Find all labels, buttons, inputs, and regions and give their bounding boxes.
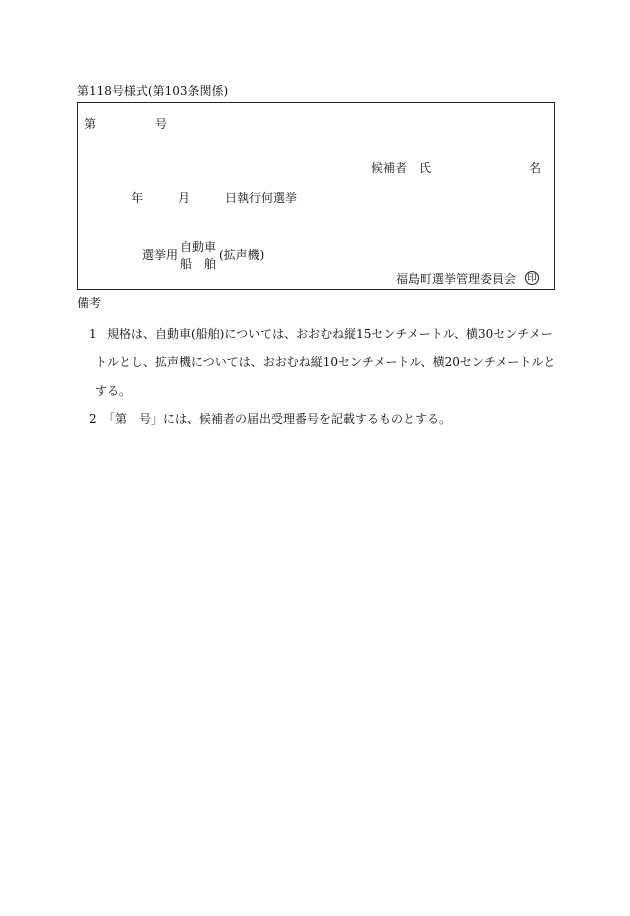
remark-2-line-1: 「第 号」には、候補者の届出受理番号を記載するものとする。 bbox=[103, 412, 452, 426]
remark-2-number: 2 bbox=[89, 412, 97, 426]
ship-label: 船 舶 bbox=[180, 257, 217, 271]
date-month: 月 bbox=[178, 191, 191, 205]
remark-1-number: 1 bbox=[89, 327, 97, 341]
remark-1-line-2: トルとし、拡声機については、おおむね縦10センチメートル、横20センチメートルと bbox=[95, 355, 556, 369]
date-day-election: 日執行何選挙 bbox=[225, 191, 298, 205]
committee-name: 福島町選挙管理委員会 bbox=[396, 272, 517, 286]
remarks-heading: 備考 bbox=[77, 296, 102, 310]
date-year: 年 bbox=[131, 191, 144, 205]
seal-icon: 印 bbox=[525, 271, 539, 285]
form-title: 第118号様式(第103条関係) bbox=[77, 84, 229, 98]
name-label: 名 bbox=[529, 161, 542, 175]
loudspeaker-label: (拡声機) bbox=[219, 248, 265, 262]
number-prefix: 第 bbox=[84, 117, 97, 131]
number-suffix: 号 bbox=[155, 117, 168, 131]
form-sign-box bbox=[77, 102, 555, 290]
remark-1-line-1: 規格は、自動車(船舶)については、おおむね縦15センチメートル、横30センチメー bbox=[107, 327, 553, 341]
remark-1-line-3: する。 bbox=[95, 384, 132, 398]
vehicle-label: 自動車 bbox=[180, 240, 217, 254]
election-use: 選挙用 bbox=[142, 248, 179, 262]
candidate-label: 候補者 氏 bbox=[371, 161, 432, 175]
